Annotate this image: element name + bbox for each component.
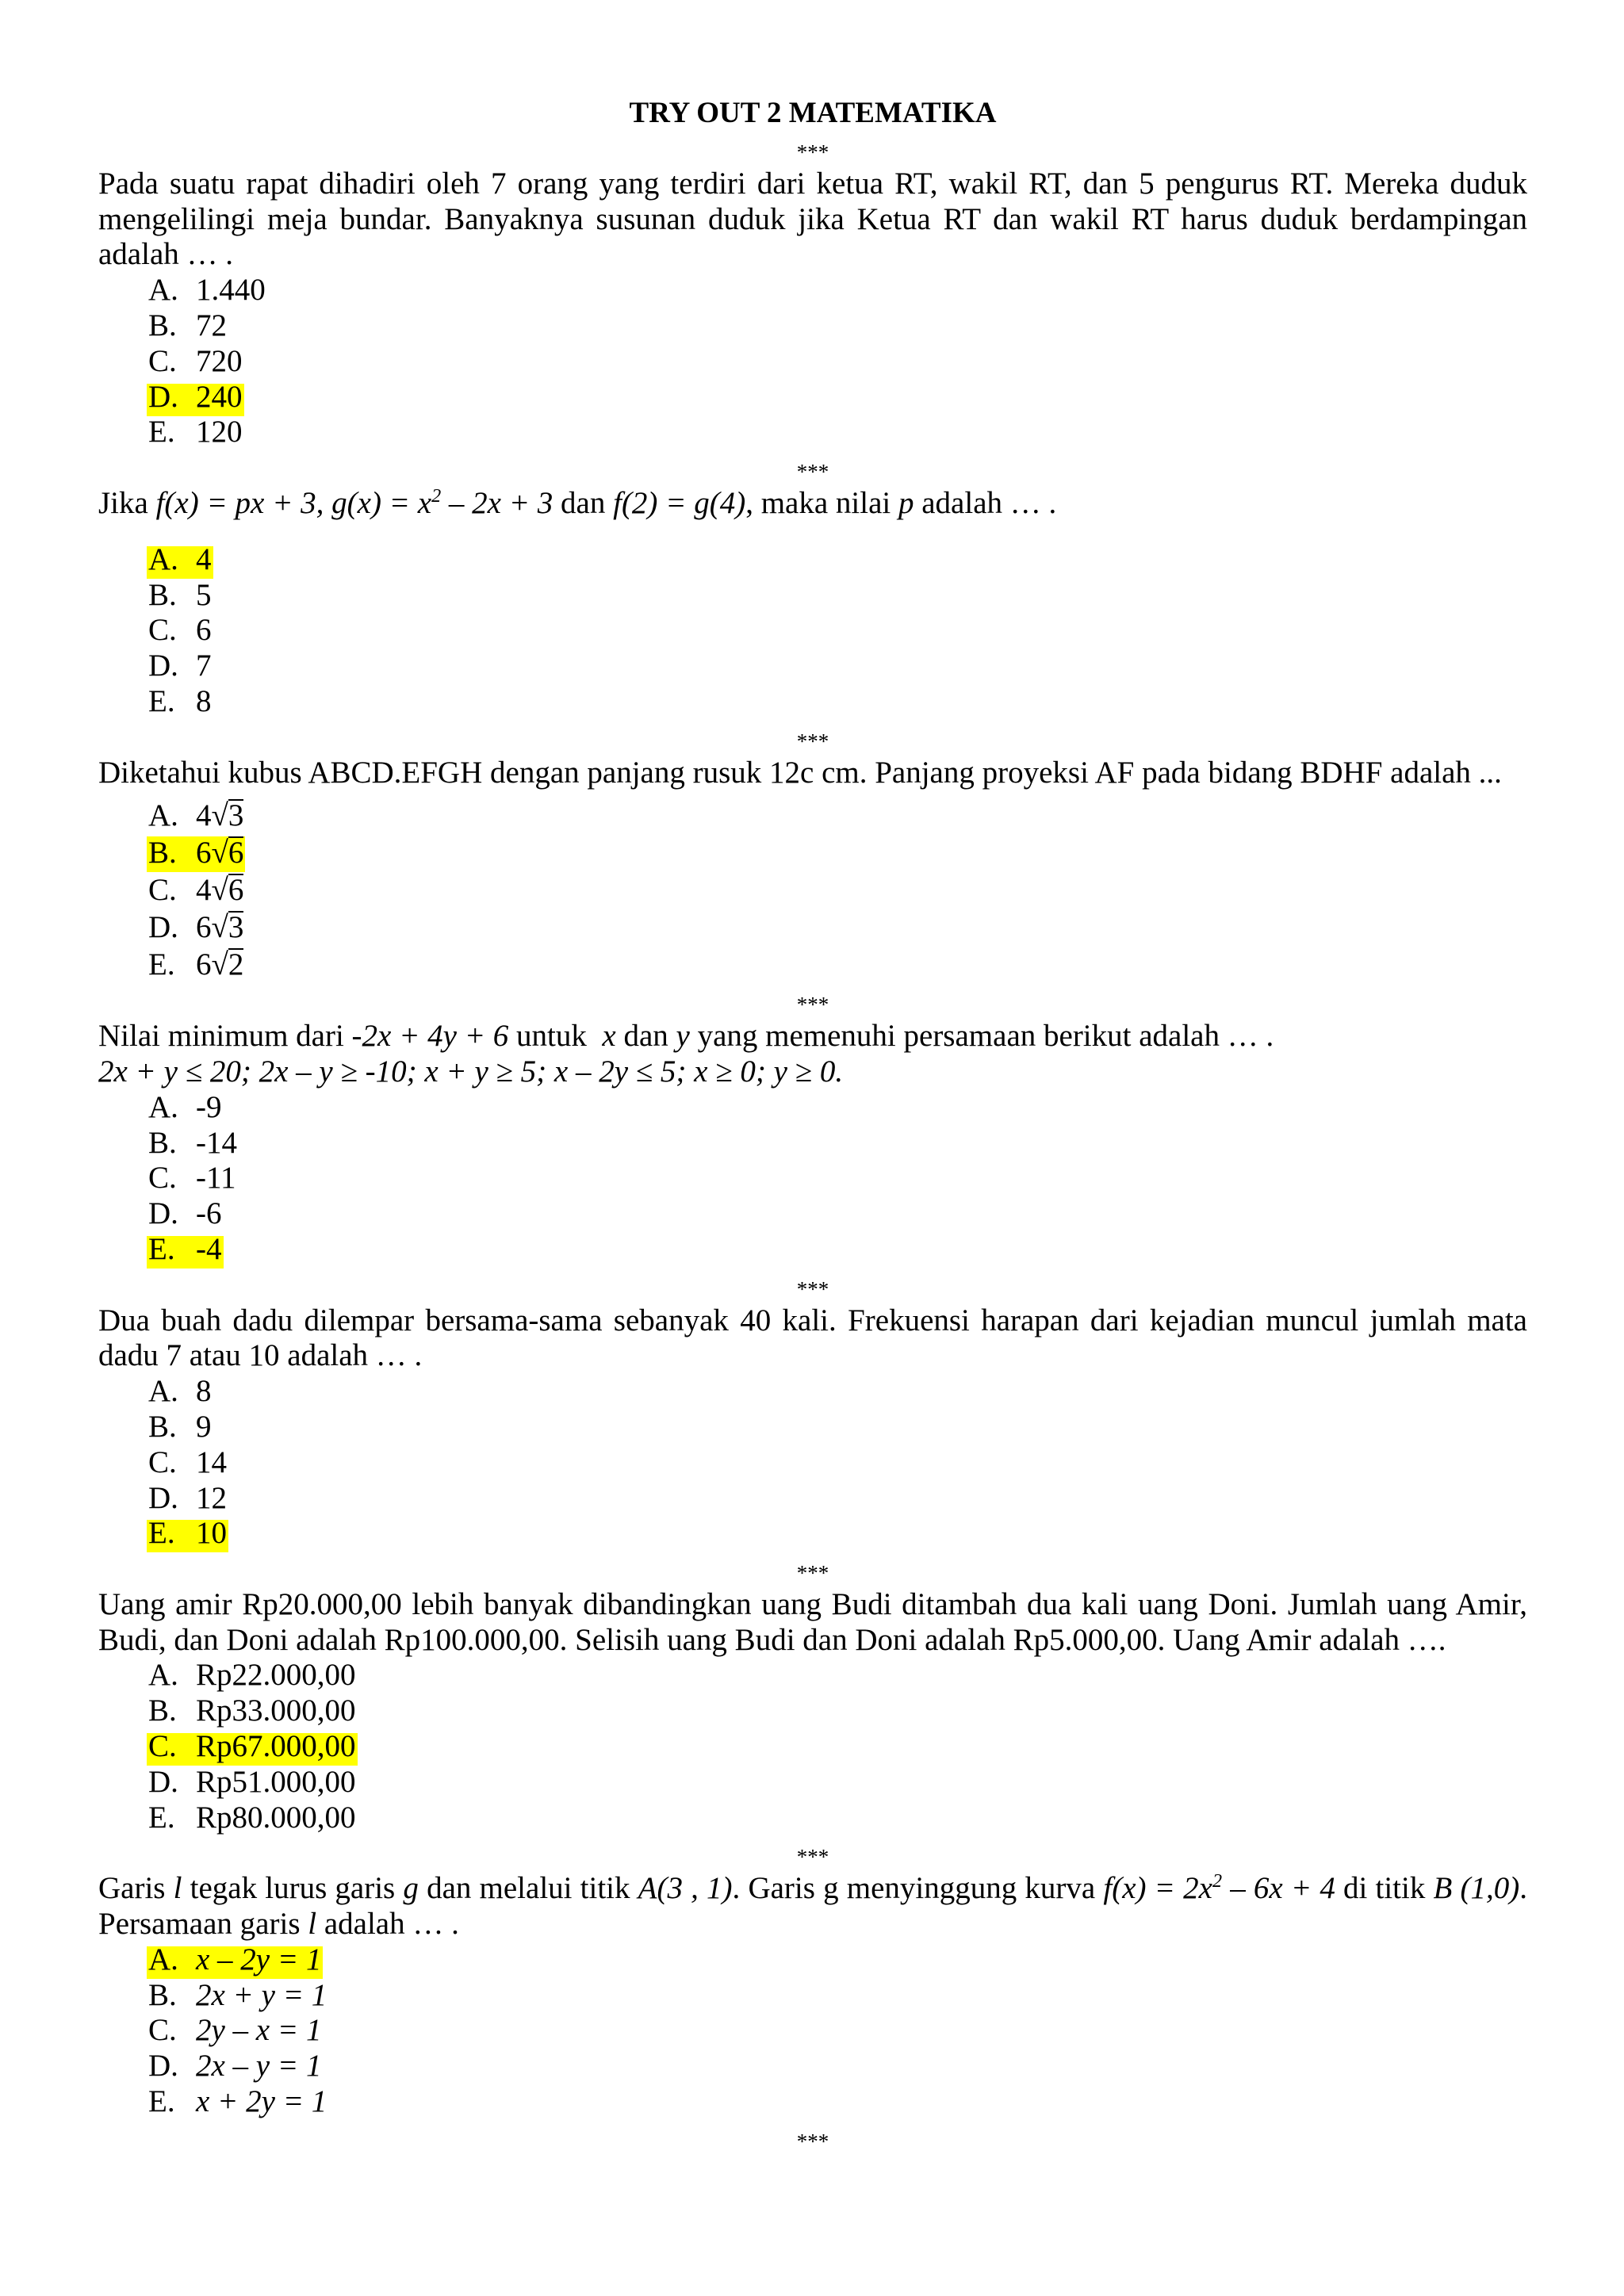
highlighted-answer-option xyxy=(147,1729,358,1766)
option-letter: D. xyxy=(148,910,178,945)
option-value xyxy=(196,1481,227,1515)
text-segment: Diketahui kubus ABCD.EFGH dengan panjang rusuk 12c cm. Panjang proyeksi AF pada bidang BDHF adalah ... xyxy=(98,755,1502,790)
radicand: 6 xyxy=(228,836,244,871)
option-value xyxy=(196,1374,212,1408)
option-letter: C. xyxy=(148,613,177,648)
option-row xyxy=(98,1765,1527,1800)
math-expression: x xyxy=(602,1019,616,1054)
text-segment: Rp51.000,00 xyxy=(196,1764,356,1799)
question-block xyxy=(98,756,1527,1020)
option-letter: E. xyxy=(148,1800,175,1835)
math-expression: -2x + 4y + 6 xyxy=(351,1019,509,1054)
text-segment: . Garis g menyinggung kurva xyxy=(732,1871,1104,1906)
option-row xyxy=(98,344,1527,380)
text-segment: -4 xyxy=(196,1231,222,1266)
answer-option xyxy=(147,874,245,909)
option-value xyxy=(196,1942,321,1976)
answer-option xyxy=(147,1800,358,1837)
question-block xyxy=(98,1019,1527,1303)
math-expression: f(x) = 2x xyxy=(1103,1871,1212,1906)
separator-row xyxy=(98,1835,1527,1871)
separator-row xyxy=(98,2120,1527,2156)
option-value xyxy=(196,910,243,944)
highlighted-answer-option xyxy=(147,1942,323,1979)
option-letter: B. xyxy=(148,308,177,342)
answer-option xyxy=(147,1196,224,1233)
option-letter: E. xyxy=(148,415,175,450)
text-segment: 240 xyxy=(196,379,243,414)
text-segment: 5 xyxy=(196,577,212,612)
text-segment: Garis xyxy=(98,1871,174,1906)
highlighted-answer-option xyxy=(147,836,245,872)
text-segment: Dua buah dadu dilempar bersama-sama sebanyak 40 kali. Frekuensi harapan dari kejadian muncul jumlah mata xyxy=(98,1303,1527,1337)
math-expression: 2x + y = 1 xyxy=(196,1977,327,2012)
text-segment: 120 xyxy=(196,415,243,450)
option-letter: E. xyxy=(148,947,175,982)
separator: *** xyxy=(796,460,829,484)
option-list xyxy=(98,1658,1527,1835)
text-segment: 6√ xyxy=(196,836,228,871)
text-segment: tegak lurus garis xyxy=(182,1871,404,1906)
option-row xyxy=(98,797,1527,834)
separator: *** xyxy=(796,1276,829,1301)
option-row xyxy=(98,308,1527,344)
question-block xyxy=(98,486,1527,756)
separator: *** xyxy=(796,2129,829,2153)
answer-option xyxy=(147,911,245,947)
question-text-line xyxy=(98,1303,1527,1339)
question-text-line xyxy=(98,486,1527,522)
text-segment: -14 xyxy=(196,1125,237,1160)
math-expression: f(x) = px + 3, g(x) = x xyxy=(155,485,432,520)
option-letter: E. xyxy=(148,683,175,718)
text-segment: 6√ xyxy=(196,910,228,945)
option-value xyxy=(196,415,243,449)
option-list xyxy=(98,797,1527,983)
option-row xyxy=(98,1232,1527,1268)
text-segment: 4 xyxy=(196,541,212,576)
question-block xyxy=(98,1587,1527,1871)
separator: *** xyxy=(796,140,829,164)
separator-row xyxy=(98,983,1527,1019)
separator-row xyxy=(98,131,1527,166)
option-value xyxy=(196,1658,356,1692)
option-letter: E. xyxy=(148,2084,175,2119)
answer-option xyxy=(147,308,228,345)
text-segment: Rp22.000,00 xyxy=(196,1658,356,1693)
option-row xyxy=(98,1161,1527,1196)
option-row xyxy=(98,1516,1527,1552)
option-value xyxy=(196,613,212,647)
option-value xyxy=(196,542,212,576)
text-segment: di titik xyxy=(1335,1871,1434,1906)
answer-option xyxy=(147,343,244,381)
text-segment: yang memenuhi persamaan berikut adalah … . xyxy=(689,1019,1274,1054)
highlighted-answer-option xyxy=(147,541,213,579)
text-segment: dan xyxy=(553,485,614,520)
option-value xyxy=(196,2013,321,2047)
answer-option xyxy=(147,799,245,835)
option-letter: B. xyxy=(148,1409,177,1444)
superscript: 2 xyxy=(1212,1870,1223,1892)
option-letter: B. xyxy=(148,836,177,871)
math-expression: f(2) = g(4) xyxy=(613,485,746,520)
option-letter: C. xyxy=(148,1445,177,1479)
option-row xyxy=(98,1978,1527,2014)
math-expression: l xyxy=(308,1907,317,1942)
text-segment: Nilai minimum dari xyxy=(98,1019,352,1054)
option-value xyxy=(196,1090,222,1124)
separator-row xyxy=(98,720,1527,756)
option-row xyxy=(98,578,1527,614)
text-segment: Rp33.000,00 xyxy=(196,1693,356,1728)
text-segment: 6√ xyxy=(196,947,228,982)
answer-option xyxy=(147,1374,213,1410)
question-text-line xyxy=(98,1623,1527,1659)
text-segment: , maka nilai xyxy=(745,485,898,520)
option-value xyxy=(196,1800,356,1835)
option-value xyxy=(196,1232,222,1266)
text-segment: 10 xyxy=(196,1516,227,1551)
option-list xyxy=(98,1090,1527,1268)
option-row xyxy=(98,1126,1527,1161)
math-expression: x – 2y = 1 xyxy=(196,1942,322,1976)
option-list xyxy=(98,273,1527,450)
option-value xyxy=(196,873,243,907)
option-letter: D. xyxy=(148,2049,178,2084)
superscript: 2 xyxy=(431,484,442,507)
option-row xyxy=(98,1942,1527,1978)
text-segment: adalah … . xyxy=(316,1907,459,1942)
text-segment: mengelilingi meja bundar. Banyaknya susunan duduk jika Ketua RT dan wakil RT harus duduk berdampingan xyxy=(98,201,1527,236)
answer-option xyxy=(147,577,213,614)
math-expression: 2y – x = 1 xyxy=(196,2013,322,2048)
math-expression: A(3 , 1) xyxy=(638,1871,733,1906)
text-segment: 4√ xyxy=(196,798,228,833)
text-segment: Rp80.000,00 xyxy=(196,1800,356,1835)
text-segment: Jika xyxy=(98,485,156,520)
text-segment: adalah … . xyxy=(98,237,234,272)
option-value xyxy=(196,1196,222,1230)
math-expression: B (1,0) xyxy=(1433,1871,1520,1906)
text-segment: 72 xyxy=(196,308,227,342)
option-letter: D. xyxy=(148,1764,178,1799)
option-row xyxy=(98,542,1527,578)
math-expression: g xyxy=(403,1871,419,1906)
option-list xyxy=(98,542,1527,720)
text-segment: untuk xyxy=(508,1019,603,1054)
option-value xyxy=(196,380,243,414)
option-row xyxy=(98,1729,1527,1765)
answer-option xyxy=(147,1089,224,1127)
option-value xyxy=(196,836,243,870)
separator: *** xyxy=(796,729,829,753)
answer-option xyxy=(147,683,213,721)
answer-option xyxy=(147,1445,228,1482)
answer-option xyxy=(147,1764,358,1801)
radicand: 3 xyxy=(228,910,244,945)
option-value xyxy=(196,1516,227,1550)
question-text-line xyxy=(98,1019,1527,1054)
option-letter: B. xyxy=(148,1693,177,1728)
separator-row xyxy=(98,1268,1527,1303)
option-value xyxy=(196,2084,327,2118)
text-segment: . xyxy=(1519,1871,1527,1906)
option-letter: A. xyxy=(148,1374,178,1409)
text-segment: 1.440 xyxy=(196,273,266,308)
text-segment: dan melalui titik xyxy=(418,1871,638,1906)
text-segment: 4√ xyxy=(196,873,228,908)
question-block xyxy=(98,1303,1527,1587)
option-letter: D. xyxy=(148,649,178,683)
option-value xyxy=(196,1693,356,1728)
text-segment: Persamaan garis xyxy=(98,1907,308,1942)
option-value xyxy=(196,1126,237,1160)
separator-row xyxy=(98,450,1527,486)
option-row xyxy=(98,2013,1527,2049)
option-letter: A. xyxy=(148,541,178,576)
question-text-line xyxy=(98,1338,1527,1374)
text-segment: 8 xyxy=(196,683,212,718)
option-row xyxy=(98,1800,1527,1836)
answer-option xyxy=(147,613,213,649)
option-letter: A. xyxy=(148,798,178,833)
option-letter: D. xyxy=(148,1480,178,1515)
option-row xyxy=(98,1658,1527,1693)
answer-option xyxy=(147,948,245,984)
question-text-line xyxy=(98,1907,1527,1942)
option-letter: D. xyxy=(148,379,178,414)
math-expression: – 2x + 3 xyxy=(441,485,553,520)
question-list xyxy=(98,166,1527,2156)
option-list xyxy=(98,1942,1527,2120)
page-title: TRY OUT 2 MATEMATIKA xyxy=(629,97,997,129)
option-row xyxy=(98,1693,1527,1729)
option-row xyxy=(98,380,1527,415)
option-row xyxy=(98,1410,1527,1445)
question-text-line xyxy=(98,756,1527,791)
radicand: 2 xyxy=(228,947,244,982)
separator: *** xyxy=(796,1845,829,1869)
answer-option xyxy=(147,1977,328,2015)
answer-option xyxy=(147,1409,213,1446)
math-expression: l xyxy=(173,1871,182,1906)
math-expression: y xyxy=(676,1019,690,1054)
text-segment: adalah … . xyxy=(914,485,1057,520)
option-value xyxy=(196,1729,356,1763)
question-text-line xyxy=(98,166,1527,202)
text-segment: dadu 7 atau 10 adalah … . xyxy=(98,1338,423,1373)
option-row xyxy=(98,871,1527,909)
option-value xyxy=(196,649,212,683)
option-value xyxy=(196,798,243,832)
text-segment: Budi, dan Doni adalah Rp100.000,00. Selisih uang Budi dan Doni adalah Rp5.000,00. Uang Amir adalah …. xyxy=(98,1622,1446,1657)
option-row xyxy=(98,1374,1527,1410)
option-row xyxy=(98,415,1527,450)
highlighted-answer-option xyxy=(147,1516,228,1552)
answer-option xyxy=(147,1480,228,1517)
document-page xyxy=(98,95,1527,2156)
option-value xyxy=(196,273,266,307)
option-row xyxy=(98,1445,1527,1481)
answer-option xyxy=(147,1125,239,1162)
option-row xyxy=(98,909,1527,946)
text-segment: -11 xyxy=(196,1161,236,1196)
question-text-line xyxy=(98,1871,1527,1907)
option-letter: A. xyxy=(148,273,178,308)
option-value xyxy=(196,308,227,342)
question-text-line xyxy=(98,1054,1527,1090)
option-value xyxy=(196,1161,236,1195)
option-value xyxy=(196,578,212,612)
option-letter: E. xyxy=(148,1231,175,1266)
text-segment: 14 xyxy=(196,1445,227,1479)
answer-option xyxy=(147,2084,328,2121)
option-row xyxy=(98,1481,1527,1517)
option-letter: D. xyxy=(148,1196,178,1231)
option-value xyxy=(196,947,243,982)
option-value xyxy=(196,1445,227,1479)
option-letter: B. xyxy=(148,1125,177,1160)
math-expression: p xyxy=(898,485,914,520)
math-expression: x + 2y = 1 xyxy=(196,2084,327,2119)
highlighted-answer-option xyxy=(147,1231,224,1269)
math-expression: – 6x + 4 xyxy=(1222,1871,1335,1906)
option-letter: C. xyxy=(148,2013,177,2048)
option-letter: C. xyxy=(148,1729,177,1764)
text-segment: 12 xyxy=(196,1480,227,1515)
question-text-line xyxy=(98,237,1527,273)
radicand: 3 xyxy=(228,798,244,833)
option-letter: B. xyxy=(148,577,177,612)
text-segment: 7 xyxy=(196,649,212,683)
option-row xyxy=(98,273,1527,308)
answer-option xyxy=(147,2013,323,2049)
option-value xyxy=(196,684,212,718)
question-text-line xyxy=(98,202,1527,238)
answer-option xyxy=(147,415,244,451)
text-segment: 6 xyxy=(196,613,212,648)
question-block xyxy=(98,1871,1527,2155)
separator: *** xyxy=(796,993,829,1017)
radicand: 6 xyxy=(228,873,244,908)
separator: *** xyxy=(796,1561,829,1586)
separator-row xyxy=(98,1552,1527,1587)
text-segment: -6 xyxy=(196,1196,222,1231)
answer-option xyxy=(147,1161,238,1197)
answer-option xyxy=(147,1658,358,1694)
text-segment: 720 xyxy=(196,343,243,378)
option-list xyxy=(98,1374,1527,1552)
text-segment: dan xyxy=(615,1019,676,1054)
option-row xyxy=(98,684,1527,720)
answer-option xyxy=(147,649,213,685)
option-row xyxy=(98,1090,1527,1126)
highlighted-answer-option xyxy=(147,379,244,416)
text-segment: Pada suatu rapat dihadiri oleh 7 orang yang terdiri dari ketua RT, wakil RT, dan 5 pengurus RT. Mereka duduk xyxy=(98,166,1527,201)
text-segment: Rp67.000,00 xyxy=(196,1729,356,1764)
option-letter: A. xyxy=(148,1942,178,1976)
math-expression: 2x + y ≤ 20; 2x – y ≥ -10; x + y ≥ 5; x – 2y ≤ 5; x ≥ 0; y ≥ 0. xyxy=(98,1054,844,1089)
option-letter: C. xyxy=(148,343,177,378)
option-letter: B. xyxy=(148,1977,177,2012)
option-value xyxy=(196,1410,212,1444)
option-row xyxy=(98,834,1527,871)
question-text-line xyxy=(98,1587,1527,1623)
option-row xyxy=(98,1196,1527,1232)
option-value xyxy=(196,1765,356,1799)
text-segment: 9 xyxy=(196,1409,212,1444)
answer-option xyxy=(147,2049,323,2085)
text-segment: 8 xyxy=(196,1374,212,1409)
option-row xyxy=(98,613,1527,649)
option-letter: A. xyxy=(148,1658,178,1693)
option-row xyxy=(98,2049,1527,2084)
option-letter: A. xyxy=(148,1089,178,1124)
question-block xyxy=(98,166,1527,486)
option-value xyxy=(196,344,243,378)
option-letter: C. xyxy=(148,1161,177,1196)
text-segment: -9 xyxy=(196,1089,222,1124)
option-value xyxy=(196,1978,327,2012)
option-value xyxy=(196,2049,321,2083)
math-expression: 2x – y = 1 xyxy=(196,2049,322,2084)
option-letter: E. xyxy=(148,1516,175,1551)
option-letter: C. xyxy=(148,873,177,908)
option-row xyxy=(98,946,1527,983)
option-row xyxy=(98,2084,1527,2120)
option-row xyxy=(98,649,1527,684)
text-segment: Uang amir Rp20.000,00 lebih banyak dibandingkan uang Budi ditambah dua kali uang Doni. Jumlah uang Amir, xyxy=(98,1586,1527,1621)
answer-option xyxy=(147,1693,358,1730)
answer-option xyxy=(147,273,267,309)
